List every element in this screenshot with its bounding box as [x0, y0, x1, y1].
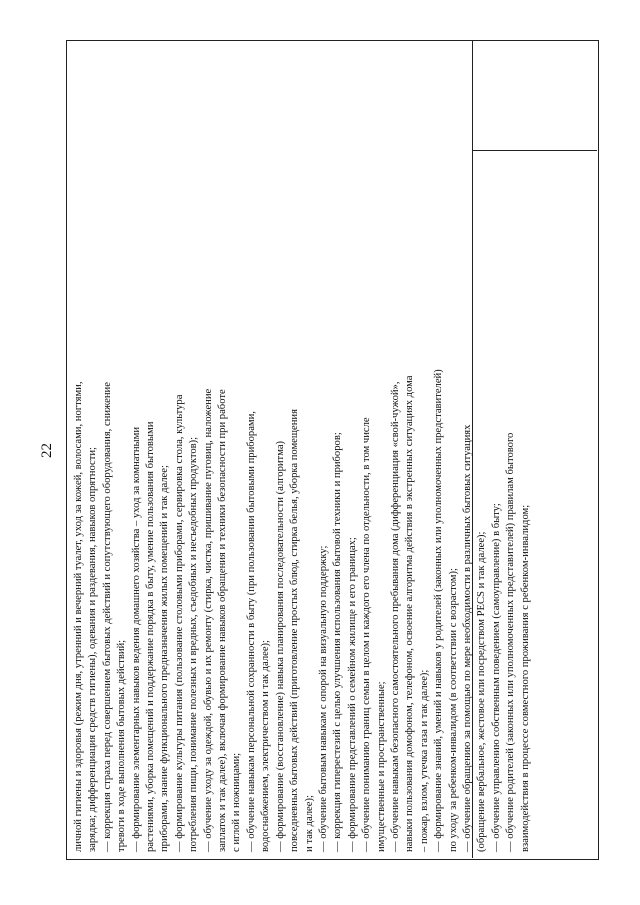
text-line: — формирование (восстановление) навыка планирования последовательности (алгоритма)	[274, 440, 286, 852]
text-line: взаимодействия в процессе совместного проживания с ребенком-инвалидом;	[519, 504, 531, 852]
text-line: — обучение навыкам персональной сохранности в быту (при пользовании бытовыми приборами,	[245, 411, 257, 852]
text-line: — обучение уходу за одеждой, обувью и их ремонту (стирка, чистка, пришивание пуговиц, наложение	[202, 388, 214, 852]
text-line: зарядка; дифференциация средств гигиены), одевания и раздевания, навыков опрятности;	[87, 447, 99, 852]
text-line: повседневных бытовых действий (приготовление простых блюд, стирка белья, уборка помещения	[289, 409, 301, 852]
text-line: заплаток и так далее), включая формирование навыков обращения и техники безопасности при работе	[217, 389, 229, 852]
text-line: личной гигиены и здоровья (режим дня, утренний и вечерний туалет, уход за кожей, волосами, ногтями,	[73, 381, 84, 852]
text-line: водоснабжением, электричеством и так далее);	[260, 640, 272, 852]
row-divider	[472, 150, 597, 151]
text-line: – пожар, взлом, утечка газа и так далее);	[418, 669, 430, 852]
text-line: — коррекция страха перед совершением бытовых действий и сопутствующего оборудования, снижение	[101, 382, 113, 852]
text-line: имущественные и пространственные;	[375, 681, 387, 852]
text-line: — обучение пониманию границ семьи в целом и каждого его члена по отдельности, в том числе	[361, 417, 373, 852]
text-line: — обучение обращению за помощью по мере необходимости в различных бытовых ситуациях	[461, 424, 473, 852]
text-line: — формирование элементарных навыков ведения домашнего хозяйства – уход за комнатными	[130, 427, 142, 852]
text-line: — формирование представлений о семейном жилище и его границах;	[346, 537, 358, 852]
text-line: и так далее);	[303, 795, 315, 852]
text-line: — формирование культуры питания (пользование столовыми приборами, сервировка стола, культура	[173, 394, 185, 852]
text-line: — обучение родителей (законных или уполномоченных представителей) правилам бытового	[505, 432, 517, 852]
page-number: 22	[39, 443, 55, 458]
text-line: — обучение бытовым навыкам с опорой на визуальную поддержку;	[317, 545, 329, 852]
text-line: — коррекция гиперестезий с целью улучшения использования бытовой техники и приборов;	[332, 432, 344, 852]
text-line: — обучение управлению собственным поведением (самоуправление) в быту;	[490, 503, 502, 852]
text-line: с иглой и ножницами;	[231, 752, 243, 852]
text-line: — обучение навыкам безопасного самостоятельного пребывания дома (дифференциация «свой-чужой»,	[389, 381, 401, 852]
text-line: потребления пищи, понимание полезных и вредных, съедобных и несъедобных продуктов);	[188, 436, 200, 852]
text-line: — формирование знаний, умений и навыков у родителей (законных или уполномоченных представителей)	[433, 369, 445, 852]
text-line: по уходу за ребенком-инвалидом (в соответствии с возрастом);	[447, 568, 459, 852]
text-line: приборами, знание функционального предназначения жилых помещений и так далее;	[159, 465, 171, 852]
rotated-content	[68, 164, 533, 858]
text-line: (обращение вербальное, жестовое или посредством PECS и так далее);	[476, 531, 488, 852]
text-line: тревоги в ходе выполнения бытовых действий;	[116, 639, 128, 852]
text-line: навыки пользования домофоном, телефоном, освоение алгоритма действия в экстренных ситуациях дома	[404, 375, 416, 852]
table-cell-text	[68, 164, 533, 858]
text-line: растениями, уборка помещений и поддержание порядка в быту, умение пользования бытовыми	[145, 421, 157, 852]
